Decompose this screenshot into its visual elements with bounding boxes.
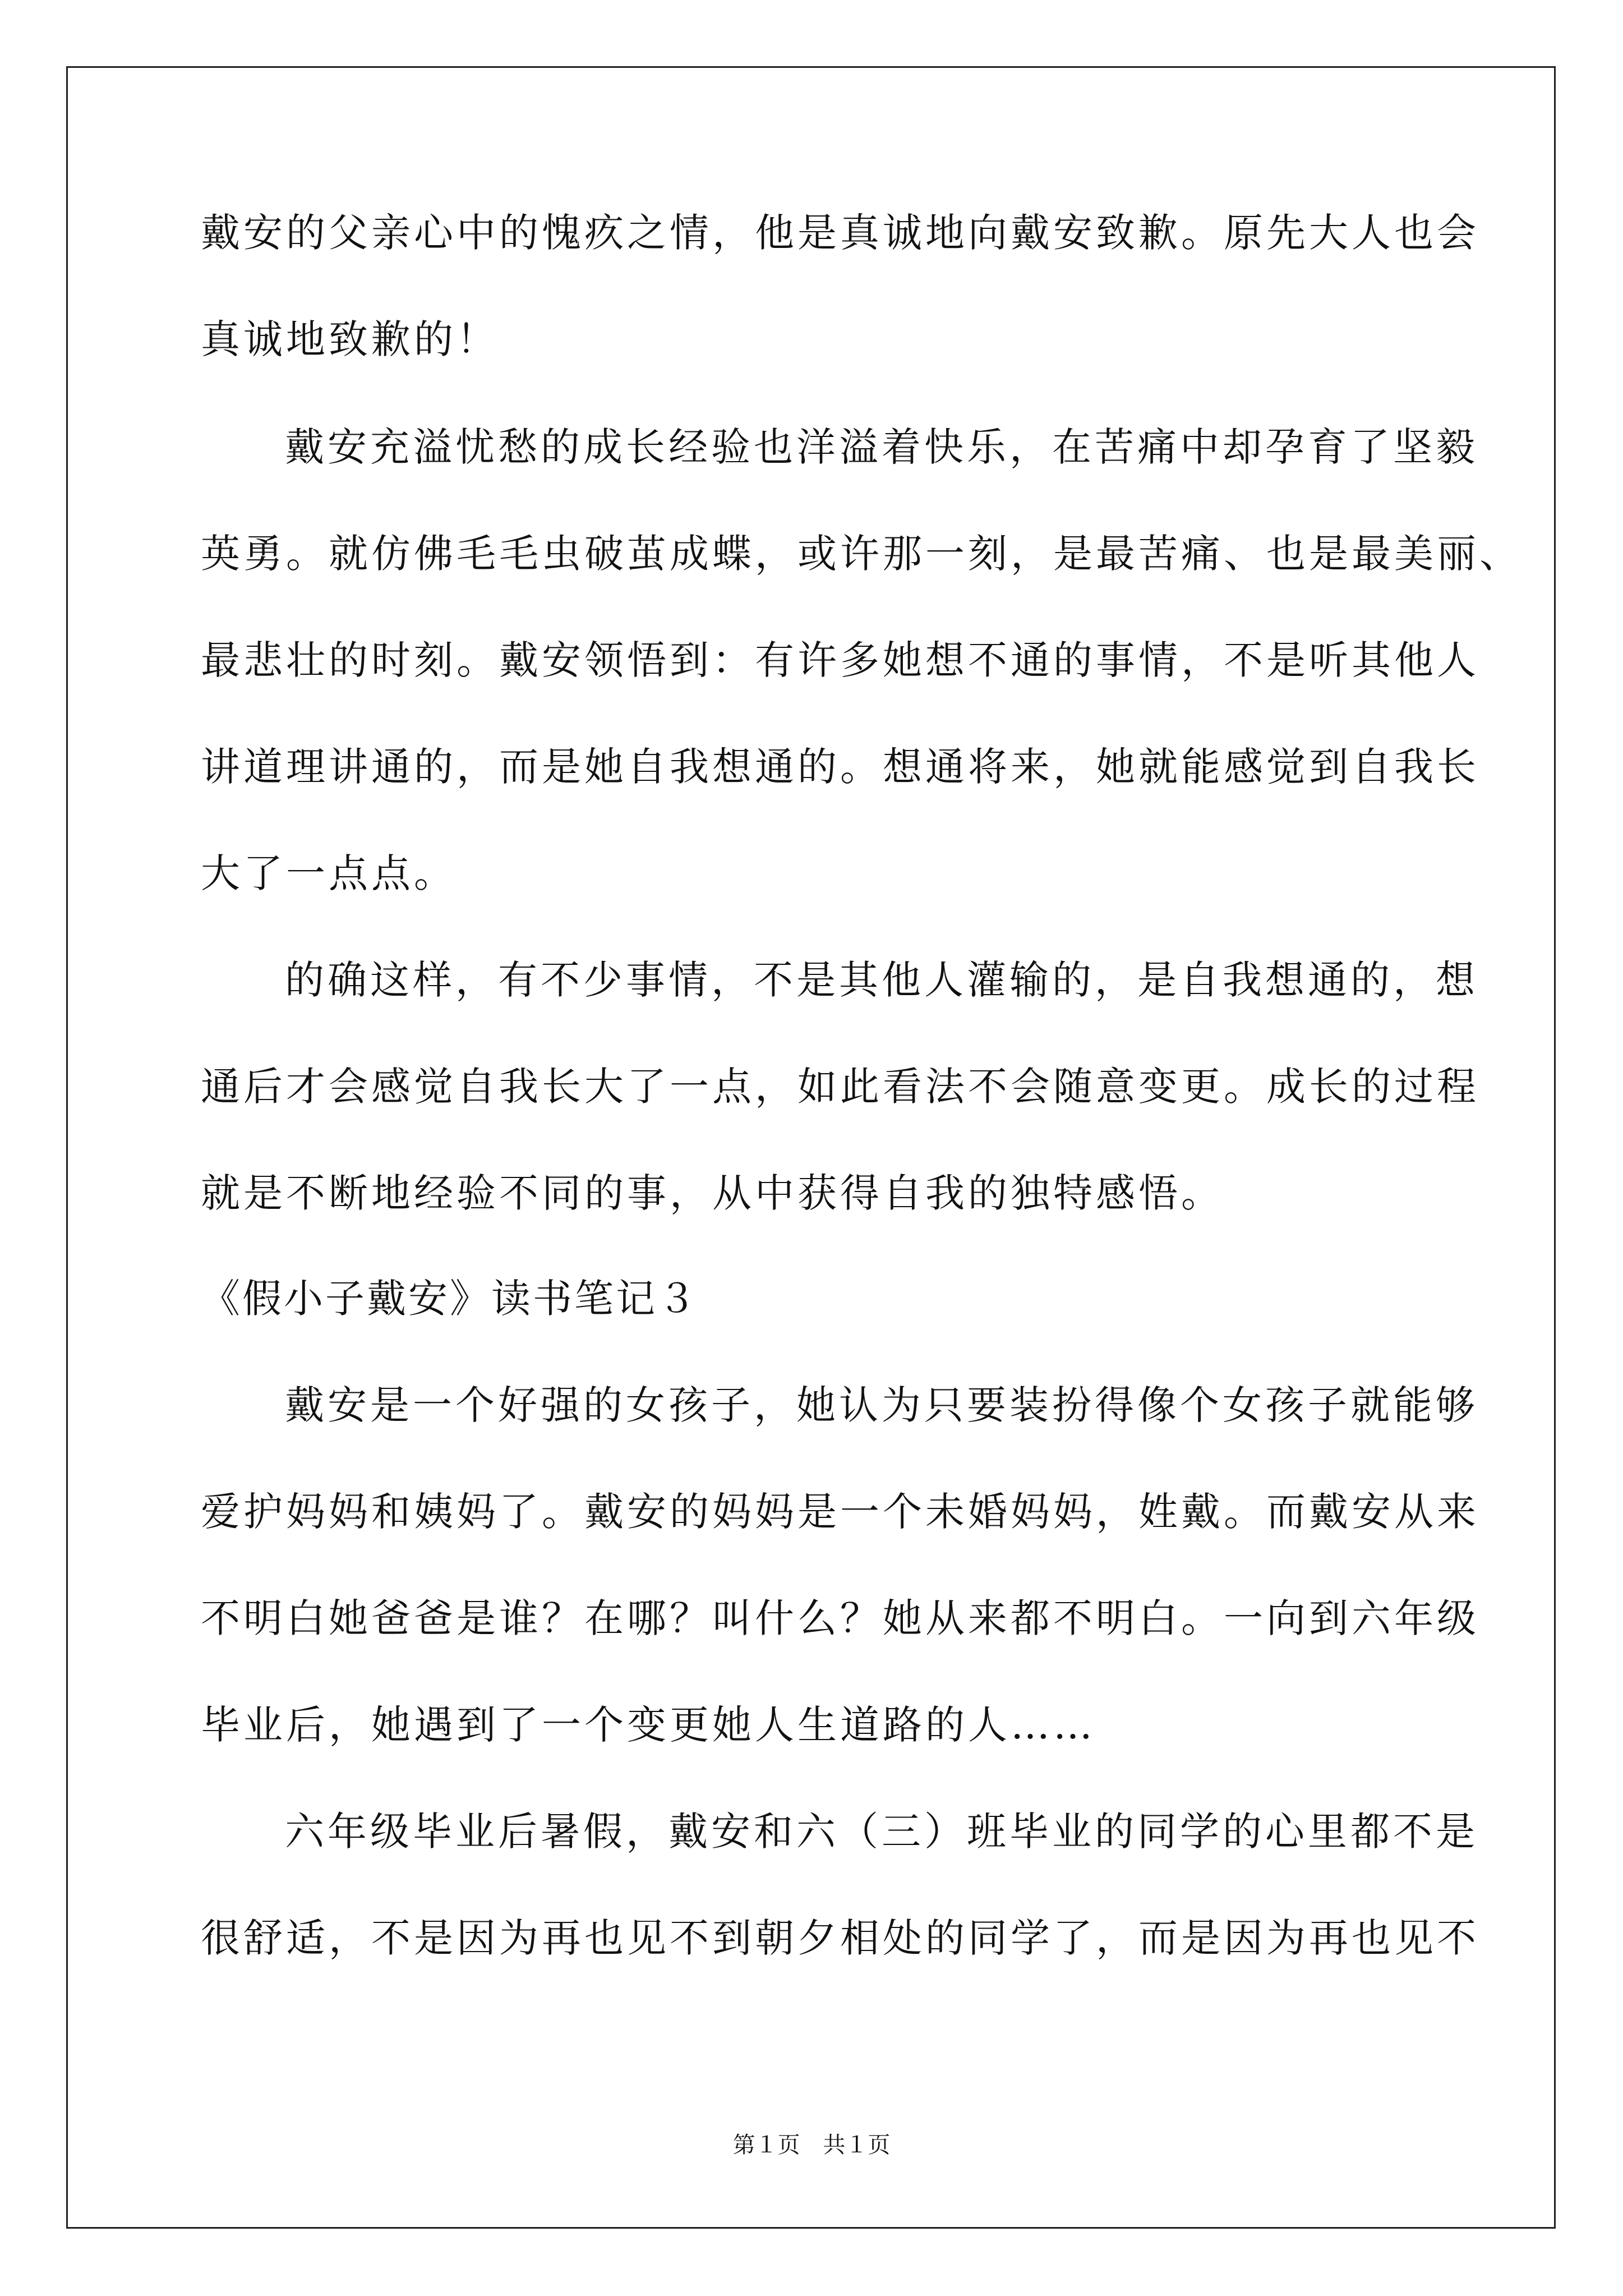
text-line: 大了一点点。 (201, 850, 457, 896)
text-line: 最悲壮的时刻。戴安领悟到：有许多她想不通的事情，不是听其他人 (201, 637, 1479, 683)
page-number: 第１页 (732, 2132, 800, 2158)
text-line: 毕业后，她遇到了一个变更她人生道路的人…… (201, 1702, 1096, 1748)
text-line: 不明白她爸爸是谁？在哪？叫什么？她从来都不明白。一向到六年级 (201, 1595, 1479, 1641)
text-line: 爱护妈妈和姨妈了。戴安的妈妈是一个未婚妈妈，姓戴。而戴安从来 (201, 1489, 1479, 1535)
text-line: 戴安充溢忧愁的成长经验也洋溢着快乐，在苦痛中却孕育了坚毅 (285, 424, 1478, 470)
text-line: 讲道理讲通的，而是她自我想通的。想通将来，她就能感觉到自我长 (201, 744, 1479, 790)
text-line: 戴安的父亲心中的愧疚之情，他是真诚地向戴安致歉。原先大人也会 (201, 210, 1479, 256)
text-line: 六年级毕业后暑假，戴安和六（三）班毕业的同学的心里都不是 (285, 1809, 1478, 1855)
text-line: 就是不断地经验不同的事，从中获得自我的独特感悟。 (201, 1170, 1224, 1216)
text-line: 的确这样，有不少事情，不是其他人灌输的，是自我想通的，想 (285, 957, 1478, 1003)
section-heading: 《假小子戴安》读书笔记３ (201, 1276, 699, 1322)
text-line: 很舒适，不是因为再也见不到朝夕相处的同学了，而是因为再也见不 (201, 1915, 1479, 1961)
text-line: 英勇。就仿佛毛毛虫破茧成蝶，或许那一刻，是最苦痛、也是最美丽、 (201, 531, 1522, 577)
text-line: 真诚地致歉的！ (201, 316, 499, 362)
page-border (66, 66, 1556, 2229)
text-line: 戴安是一个好强的女孩子，她认为只要装扮得像个女孩子就能够 (285, 1382, 1478, 1428)
page-footer (0, 2134, 1623, 2156)
page-total: 共１页 (823, 2132, 891, 2158)
text-line: 通后才会感觉自我长大了一点，如此看法不会随意变更。成长的过程 (201, 1064, 1479, 1110)
